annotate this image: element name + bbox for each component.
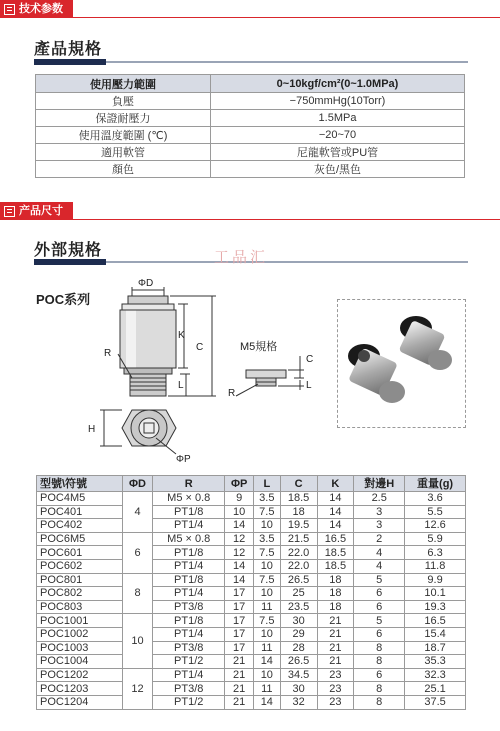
table-row: [37, 627, 466, 641]
fitting-bottom-view: [100, 410, 176, 454]
value-cell: 2: [354, 532, 405, 546]
diameter-cell: 12: [123, 668, 153, 709]
value-cell: 16.5: [317, 532, 354, 546]
label-h: H: [88, 424, 96, 435]
table-row: [37, 641, 466, 655]
banner-tag: [0, 202, 73, 220]
value-cell: 37.5: [405, 695, 466, 709]
value-cell: 15.4: [405, 627, 466, 641]
spec-header-cell: 0~10kgf/cm²(0~1.0MPa): [211, 75, 465, 93]
table-row: [37, 668, 466, 682]
value-cell: 11: [253, 600, 280, 614]
value-cell: 18.7: [405, 641, 466, 655]
model-cell: POC402: [37, 519, 123, 533]
dims-header-cell: ΦP: [225, 476, 254, 492]
value-cell: 10: [253, 519, 280, 533]
value-cell: 3.5: [253, 532, 280, 546]
value-cell: 21: [317, 627, 354, 641]
spec-value-cell: 尼龍軟管或PU管: [211, 144, 465, 161]
table-row: [37, 573, 466, 587]
value-cell: PT1/8: [153, 505, 225, 519]
diameter-cell: 6: [123, 532, 153, 573]
value-cell: 18: [317, 600, 354, 614]
value-cell: 6.3: [405, 546, 466, 560]
model-cell: POC4M5: [37, 492, 123, 506]
value-cell: 30: [280, 614, 317, 628]
spec-row: [36, 93, 465, 110]
m5-fitting-view: [236, 356, 304, 396]
value-cell: 21: [225, 655, 254, 669]
model-cell: POC801: [37, 573, 123, 587]
value-cell: 17: [225, 600, 254, 614]
banner-label: 技术参数: [19, 3, 63, 15]
value-cell: 11: [253, 682, 280, 696]
value-cell: 25.1: [405, 682, 466, 696]
label-phi-d: ΦD: [138, 278, 154, 289]
model-cell: POC401: [37, 505, 123, 519]
value-cell: 32.3: [405, 668, 466, 682]
banner-tag: [0, 0, 73, 18]
model-cell: POC1004: [37, 655, 123, 669]
value-cell: 7.5: [253, 614, 280, 628]
value-cell: M5 × 0.8: [153, 532, 225, 546]
value-cell: 14: [253, 655, 280, 669]
model-cell: POC6M5: [37, 532, 123, 546]
banner-tech-params: [0, 0, 500, 18]
table-row: [37, 559, 466, 573]
value-cell: 8: [354, 655, 405, 669]
label-m5: M5規格: [240, 341, 278, 353]
value-cell: 14: [317, 505, 354, 519]
value-cell: 10: [225, 505, 254, 519]
value-cell: 26.5: [280, 655, 317, 669]
value-cell: PT1/8: [153, 546, 225, 560]
dims-header-cell: R: [153, 476, 225, 492]
table-row: [37, 532, 466, 546]
label-l: L: [178, 380, 184, 391]
value-cell: 9.9: [405, 573, 466, 587]
value-cell: 18: [317, 587, 354, 601]
spec-value-cell: −20~70: [211, 127, 465, 144]
fitting-photo-back: [399, 316, 452, 370]
value-cell: 32: [280, 695, 317, 709]
value-cell: 14: [225, 573, 254, 587]
value-cell: PT1/4: [153, 627, 225, 641]
value-cell: PT1/4: [153, 668, 225, 682]
value-cell: 11: [253, 641, 280, 655]
diameter-cell: 8: [123, 573, 153, 614]
diameter-cell: 10: [123, 614, 153, 668]
value-cell: 17: [225, 641, 254, 655]
value-cell: PT3/8: [153, 600, 225, 614]
table-row: [37, 600, 466, 614]
label-m5-r: R: [228, 388, 236, 399]
value-cell: PT1/8: [153, 614, 225, 628]
value-cell: 3: [354, 519, 405, 533]
model-cell: POC1003: [37, 641, 123, 655]
value-cell: 12: [225, 532, 254, 546]
value-cell: 10: [253, 559, 280, 573]
value-cell: 25: [280, 587, 317, 601]
banner-rule: [0, 219, 500, 220]
value-cell: 10: [253, 587, 280, 601]
value-cell: PT1/4: [153, 559, 225, 573]
product-photo-frame: [337, 299, 466, 428]
spec-label-cell: 顏色: [36, 161, 211, 178]
value-cell: PT1/2: [153, 695, 225, 709]
value-cell: 11.8: [405, 559, 466, 573]
spec-table: [35, 74, 465, 178]
value-cell: 4: [354, 559, 405, 573]
value-cell: M5 × 0.8: [153, 492, 225, 506]
value-cell: 34.5: [280, 668, 317, 682]
value-cell: 18.5: [280, 492, 317, 506]
model-cell: POC602: [37, 559, 123, 573]
value-cell: 28: [280, 641, 317, 655]
value-cell: 14: [225, 559, 254, 573]
value-cell: 12: [225, 546, 254, 560]
value-cell: 21: [225, 668, 254, 682]
model-cell: POC1203: [37, 682, 123, 696]
value-cell: 6: [354, 627, 405, 641]
value-cell: PT3/8: [153, 641, 225, 655]
spec-value-cell: 1.5MPa: [211, 110, 465, 127]
value-cell: 10: [253, 668, 280, 682]
value-cell: 7.5: [253, 573, 280, 587]
label-c: C: [196, 342, 204, 353]
spec-value-cell: −750mmHg(10Torr): [211, 93, 465, 110]
value-cell: 5.5: [405, 505, 466, 519]
value-cell: PT1/4: [153, 519, 225, 533]
value-cell: PT1/4: [153, 587, 225, 601]
value-cell: 8: [354, 682, 405, 696]
value-cell: 5: [354, 573, 405, 587]
banner-rule: [0, 17, 500, 18]
dims-header-cell: 對邊H: [354, 476, 405, 492]
value-cell: 17: [225, 614, 254, 628]
value-cell: 3: [354, 505, 405, 519]
value-cell: 23.5: [280, 600, 317, 614]
value-cell: 21: [317, 614, 354, 628]
value-cell: 21: [317, 655, 354, 669]
value-cell: 18: [280, 505, 317, 519]
model-cell: POC1202: [37, 668, 123, 682]
fitting-drawing: [0, 270, 340, 470]
dims-header-cell: L: [253, 476, 280, 492]
value-cell: 7.5: [253, 505, 280, 519]
value-cell: 18.5: [317, 546, 354, 560]
value-cell: 4: [354, 546, 405, 560]
value-cell: 23: [317, 668, 354, 682]
section-title-external: 外部規格: [34, 242, 103, 259]
value-cell: 19.3: [405, 600, 466, 614]
value-cell: 22.0: [280, 559, 317, 573]
model-cell: POC803: [37, 600, 123, 614]
model-cell: POC802: [37, 587, 123, 601]
spec-row: [36, 127, 465, 144]
value-cell: 22.0: [280, 546, 317, 560]
value-cell: 30: [280, 682, 317, 696]
table-row: [37, 587, 466, 601]
dims-header-cell: ΦD: [123, 476, 153, 492]
value-cell: 7.5: [253, 546, 280, 560]
spec-row: [36, 161, 465, 178]
table-row: [37, 682, 466, 696]
model-cell: POC1002: [37, 627, 123, 641]
table-row: [37, 695, 466, 709]
product-photo: [338, 300, 465, 427]
document-icon: [4, 4, 15, 15]
table-row: [37, 505, 466, 519]
banner-label: 产品尺寸: [19, 205, 63, 217]
value-cell: PT3/8: [153, 682, 225, 696]
value-cell: 18: [317, 573, 354, 587]
label-k: K: [178, 330, 185, 341]
value-cell: 2.5: [354, 492, 405, 506]
spec-header-row: [36, 75, 465, 93]
dims-header-cell: K: [317, 476, 354, 492]
spec-row: [36, 110, 465, 127]
table-row: [37, 655, 466, 669]
series-label: POC系列: [36, 292, 91, 307]
spec-label-cell: 保證耐壓力: [36, 110, 211, 127]
dimensions-table: [36, 475, 466, 710]
value-cell: 12.6: [405, 519, 466, 533]
label-phi-p: ΦP: [176, 454, 191, 465]
value-cell: PT1/8: [153, 573, 225, 587]
spec-row: [36, 144, 465, 161]
value-cell: 19.5: [280, 519, 317, 533]
dims-header-cell: 型號\符號: [37, 476, 123, 492]
section-title-spec: 產品規格: [34, 41, 103, 58]
value-cell: 18.5: [317, 559, 354, 573]
label-m5-l: L: [306, 380, 312, 391]
label-r: R: [104, 348, 112, 359]
spec-label-cell: 使用溫度範圍 (℃): [36, 127, 211, 144]
spec-value-cell: 灰色/黑色: [211, 161, 465, 178]
watermark: 工品汇: [214, 249, 269, 266]
value-cell: 3.6: [405, 492, 466, 506]
model-cell: POC1001: [37, 614, 123, 628]
value-cell: 14: [317, 492, 354, 506]
banner-product-size: [0, 202, 500, 220]
label-m5-c: C: [306, 354, 314, 365]
value-cell: 5.9: [405, 532, 466, 546]
value-cell: 8: [354, 641, 405, 655]
value-cell: 29: [280, 627, 317, 641]
value-cell: 35.3: [405, 655, 466, 669]
value-cell: 6: [354, 668, 405, 682]
value-cell: 5: [354, 614, 405, 628]
value-cell: 14: [317, 519, 354, 533]
value-cell: 21: [225, 695, 254, 709]
section-title-rule: [34, 59, 468, 65]
value-cell: 17: [225, 587, 254, 601]
value-cell: 23: [317, 695, 354, 709]
value-cell: 17: [225, 627, 254, 641]
value-cell: 23: [317, 682, 354, 696]
value-cell: 21: [225, 682, 254, 696]
value-cell: 10.1: [405, 587, 466, 601]
value-cell: 14: [253, 695, 280, 709]
value-cell: 14: [225, 519, 254, 533]
dims-header-cell: C: [280, 476, 317, 492]
value-cell: 3.5: [253, 492, 280, 506]
table-row: [37, 546, 466, 560]
value-cell: 8: [354, 695, 405, 709]
dims-header-row: [37, 476, 466, 492]
value-cell: 21: [317, 641, 354, 655]
fitting-photo-front: [348, 344, 405, 403]
dims-header-cell: 重量(g): [405, 476, 466, 492]
value-cell: 16.5: [405, 614, 466, 628]
model-cell: POC601: [37, 546, 123, 560]
spec-label-cell: 適用軟管: [36, 144, 211, 161]
value-cell: 6: [354, 600, 405, 614]
model-cell: POC1204: [37, 695, 123, 709]
value-cell: 21.5: [280, 532, 317, 546]
table-row: [37, 614, 466, 628]
value-cell: PT1/2: [153, 655, 225, 669]
table-row: [37, 492, 466, 506]
spec-header-cell: 使用壓力範圍: [36, 75, 211, 93]
diameter-cell: 4: [123, 492, 153, 533]
table-row: [37, 519, 466, 533]
value-cell: 26.5: [280, 573, 317, 587]
document-icon: [4, 206, 15, 217]
value-cell: 10: [253, 627, 280, 641]
value-cell: 6: [354, 587, 405, 601]
spec-label-cell: 負壓: [36, 93, 211, 110]
value-cell: 9: [225, 492, 254, 506]
